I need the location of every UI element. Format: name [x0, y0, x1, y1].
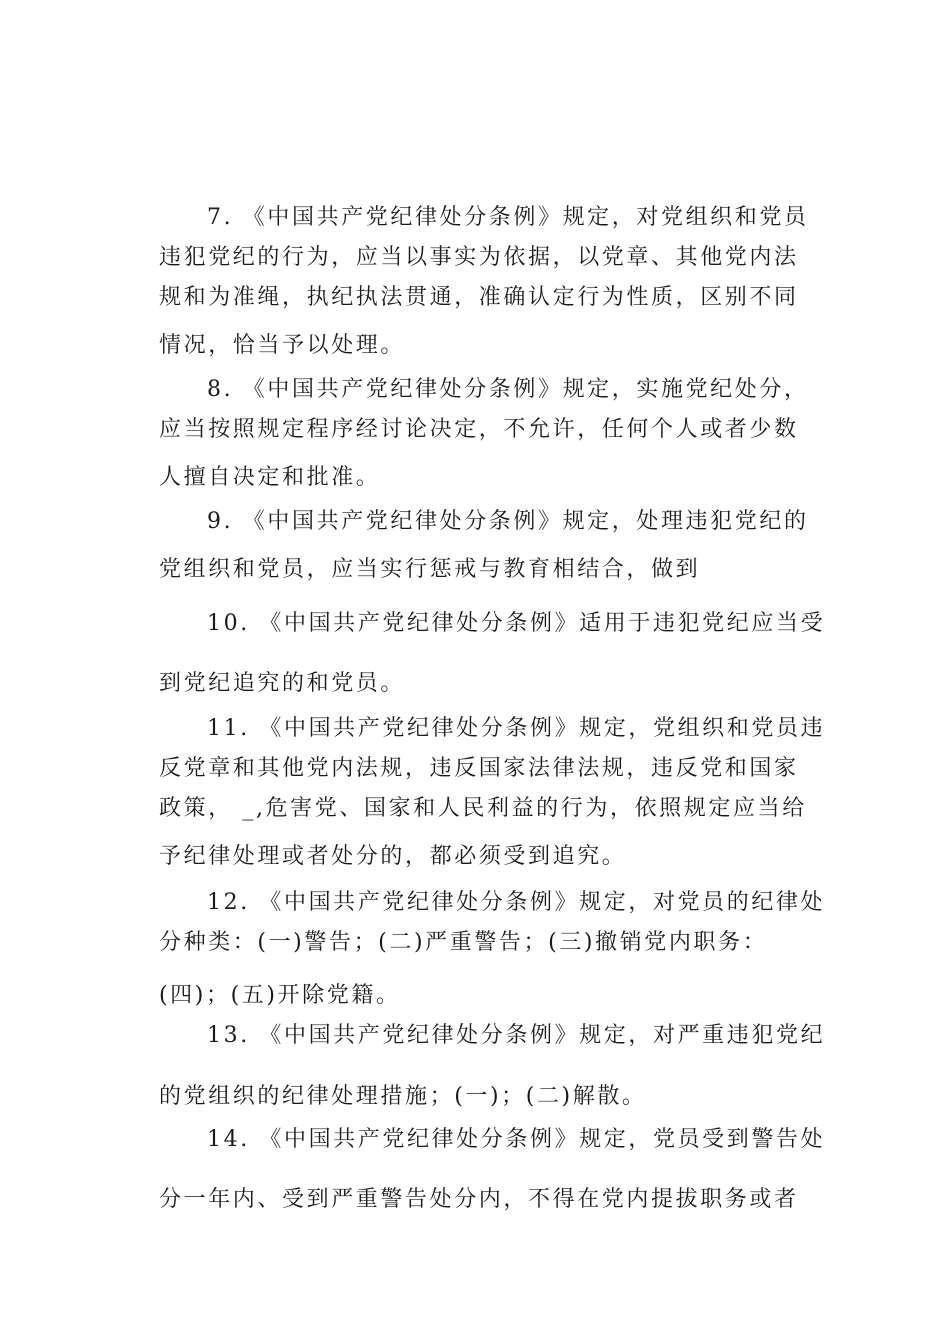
item-11-line-2: 反党章和其他党内法规，违反国家法律法规，违反党和国家 — [159, 756, 799, 781]
item-12-line-1: 12. 《中国共产党纪律处分条例》规定，对党员的纪律处 — [207, 890, 826, 915]
item-12-line-3: (四)；(五)开除党籍。 — [159, 983, 401, 1008]
item-8-line-2: 应当按照规定程序经讨论决定，不允许，任何个人或者少数 — [159, 417, 799, 442]
item-14-line-2: 分一年内、受到严重警告处分内，不得在党内提拔职务或者 — [159, 1187, 799, 1212]
item-9-line-1: 9. 《中国共产党纪律处分条例》规定，处理违犯党纪的 — [207, 509, 809, 534]
item-8-line-1: 8. 《中国共产党纪律处分条例》规定，实施党纪处分， — [207, 377, 809, 402]
item-7-line-1: 7. 《中国共产党纪律处分条例》规定，对党组织和党员 — [207, 205, 809, 230]
item-8-line-3: 人擅自决定和批准。 — [159, 465, 381, 490]
item-11-line-1: 11. 《中国共产党纪律处分条例》规定，党组织和党员违 — [207, 716, 826, 741]
item-13-line-2: 的党组织的纪律处理措施；(一)；(二)解散。 — [159, 1084, 647, 1109]
item-11-line-3: 政策， _,危害党、国家和人民利益的行为，依照规定应当给 — [159, 796, 807, 821]
item-13-line-1: 13. 《中国共产党纪律处分条例》规定，对严重违犯党纪 — [207, 1023, 826, 1048]
item-7-line-4: 情况，恰当予以处理。 — [159, 333, 406, 358]
item-10-line-2: 到党纪追究的和党员。 — [159, 671, 406, 696]
item-11-line-4: 予纪律处理或者处分的，都必须受到追究。 — [159, 844, 627, 869]
item-12-line-2: 分种类：(一)警告；(二)严重警告；(三)撤销党内职务： — [159, 930, 768, 955]
item-9-line-2: 党组织和党员，应当实行惩戒与教育相结合，做到 — [159, 557, 701, 582]
item-7-line-3: 规和为准绳，执纪执法贯通，准确认定行为性质，区别不同 — [159, 285, 799, 310]
item-7-line-2: 违犯党纪的行为，应当以事实为依据，以党章、其他党内法 — [159, 245, 799, 270]
item-14-line-1: 14. 《中国共产党纪律处分条例》规定，党员受到警告处 — [207, 1127, 826, 1152]
item-10-line-1: 10. 《中国共产党纪律处分条例》适用于违犯党纪应当受 — [207, 611, 826, 636]
